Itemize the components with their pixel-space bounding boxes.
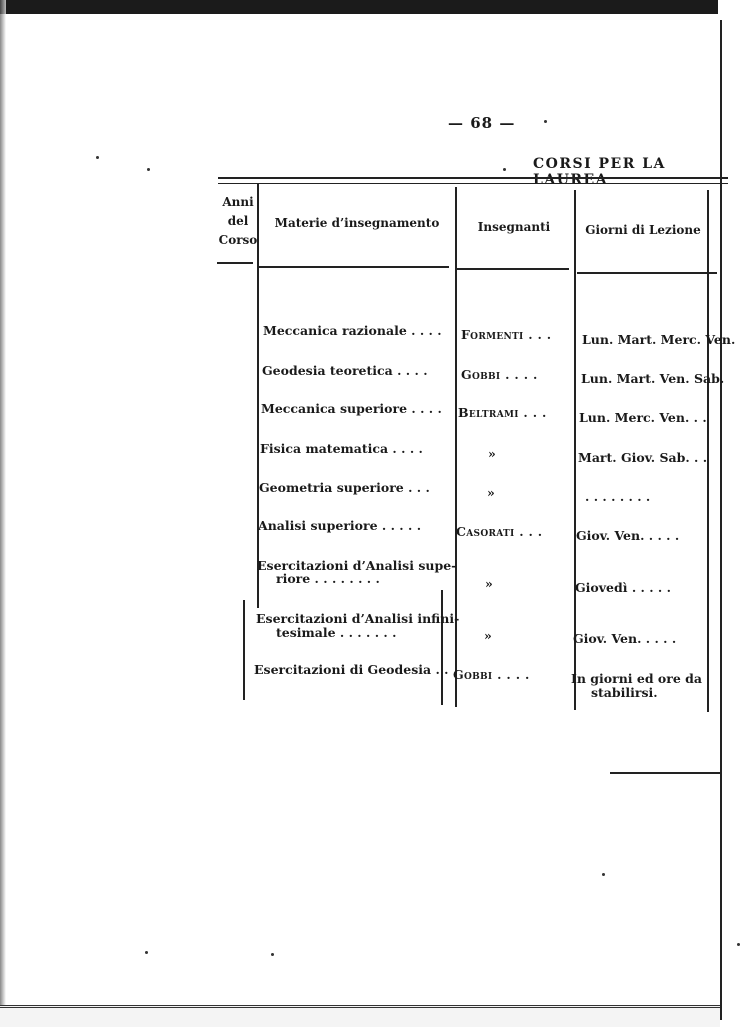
row-giorni: Lun. Mart. Ven. Sab. bbox=[581, 371, 725, 386]
row-giorni: Giovedì . . . . . bbox=[575, 580, 671, 595]
row-giorni: Mart. Giov. Sab. . . bbox=[578, 450, 708, 465]
page-number: — 68 — bbox=[448, 114, 516, 132]
row-giorni: . . . . . . . . bbox=[585, 489, 651, 504]
row-materia: Analisi superiore . . . . . bbox=[258, 518, 422, 533]
row-materia-cont: tesimale . . . . . . . bbox=[276, 625, 397, 640]
column-divider bbox=[455, 187, 457, 707]
row-giorni: In giorni ed ore da bbox=[571, 671, 702, 686]
header-underline bbox=[217, 262, 253, 264]
scan-border-top bbox=[0, 0, 742, 14]
footer-rule bbox=[610, 772, 720, 774]
row-materia: Meccanica razionale . . . . bbox=[263, 323, 442, 338]
scan-speck bbox=[271, 953, 274, 956]
scan-speck bbox=[602, 873, 605, 876]
scan-speck bbox=[503, 168, 506, 171]
row-insegnante: » bbox=[488, 446, 496, 461]
row-giorni-cont: stabilirsi. bbox=[591, 685, 658, 700]
row-insegnante: » bbox=[487, 485, 495, 500]
row-materia: Geometria superiore . . . bbox=[259, 480, 430, 495]
scan-border-left bbox=[0, 0, 6, 1024]
scan-speck bbox=[96, 156, 99, 159]
header-underline bbox=[577, 272, 717, 274]
row-giorni: Giov. Ven. . . . . bbox=[573, 631, 677, 646]
row-materia: Meccanica superiore . . . . bbox=[261, 401, 442, 416]
header-anni-line: Anni bbox=[222, 195, 254, 209]
running-header: CORSI PER LA LAUREA bbox=[533, 156, 666, 188]
header-materie: Materie d’insegnamento bbox=[274, 216, 440, 230]
header-underline bbox=[457, 268, 569, 270]
header-underline bbox=[259, 266, 449, 268]
scan-speck bbox=[544, 120, 547, 123]
row-materia: Esercitazioni di Geodesia . . bbox=[254, 662, 449, 677]
scan-speck bbox=[737, 943, 740, 946]
column-divider bbox=[707, 190, 709, 712]
header-rule bbox=[218, 177, 728, 184]
row-insegnante: Gobbi . . . . bbox=[461, 367, 538, 382]
row-insegnante: Gobbi . . . . bbox=[453, 667, 530, 682]
row-insegnante: Casorati . . . bbox=[456, 524, 543, 539]
header-anni bbox=[214, 193, 262, 250]
scan-speck bbox=[145, 951, 148, 954]
header-insegnanti: Insegnanti bbox=[477, 220, 551, 234]
row-giorni: Giov. Ven. . . . . bbox=[576, 528, 680, 543]
row-giorni: Lun. Mart. Merc. Ven. bbox=[582, 332, 736, 347]
row-insegnante: Formenti . . . bbox=[461, 327, 552, 342]
column-divider bbox=[243, 600, 245, 700]
header-anni-line: del bbox=[227, 214, 249, 228]
row-materia: Esercitazioni d’Analisi supe- bbox=[257, 558, 457, 573]
row-materia: Fisica matematica . . . . bbox=[260, 441, 423, 456]
row-giorni: Lun. Merc. Ven. . . bbox=[579, 410, 707, 425]
row-insegnante: Beltrami . . . bbox=[458, 405, 547, 420]
scan-speck bbox=[147, 168, 150, 171]
row-materia: Esercitazioni d’Analisi infini- bbox=[256, 611, 460, 626]
row-materia-cont: riore . . . . . . . . bbox=[276, 571, 380, 586]
header-anni-line: Corso bbox=[218, 233, 258, 247]
row-materia: Geodesia teoretica . . . . bbox=[262, 363, 428, 378]
column-divider bbox=[441, 590, 443, 705]
row-insegnante: » bbox=[484, 628, 492, 643]
header-giorni: Giorni di Lezione bbox=[585, 223, 701, 237]
row-insegnante: » bbox=[485, 576, 493, 591]
